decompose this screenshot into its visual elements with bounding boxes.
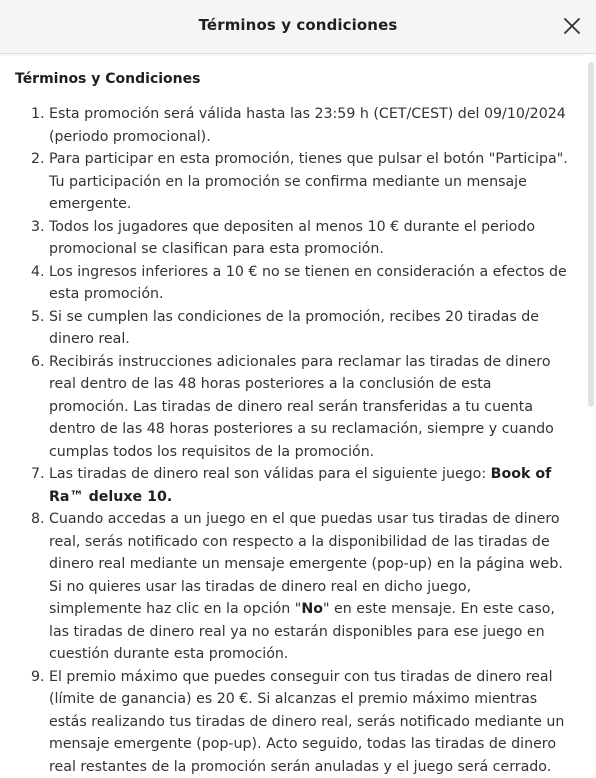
modal-title: Términos y condiciones xyxy=(0,16,596,34)
terms-content xyxy=(0,54,586,734)
list-item-text: Las tiradas de dinero real son válidas para el siguiente juego: xyxy=(49,466,491,482)
terms-list xyxy=(15,103,568,778)
no-option: No xyxy=(301,601,323,617)
list-item xyxy=(49,306,568,351)
list-item xyxy=(49,216,568,261)
list-item xyxy=(49,351,568,464)
list-item-text: " en este mensaje. En este caso, las tiradas de dinero real ya no estarán disponibles para ese juego en cuestión durante esta promoción. xyxy=(49,601,555,662)
list-item xyxy=(49,261,568,306)
list-item xyxy=(49,103,568,148)
modal-header xyxy=(0,0,596,54)
list-item-text: Los ingresos inferiores a 10 € no se tienen en consideración a efectos de esta promoción. xyxy=(49,264,567,303)
scrollbar-thumb[interactable] xyxy=(588,62,594,407)
list-item-text: Recibirás instrucciones adicionales para reclamar las tiradas de dinero real dentro de las 48 horas posteriores a la conclusión de esta promoción. Las tiradas de dinero real serán transferidas a tu cuenta dentro de las 48 horas posteriores a su reclamación, siempre y cuando cumplas todos los requisitos de la promoción. xyxy=(49,354,554,460)
list-item xyxy=(49,666,568,778)
list-item-text: El premio máximo que puedes conseguir con tus tiradas de dinero real (límite de ganancia) es 20 €. Si alcanzas el premio máximo mientras estás realizando tus tiradas de dinero real, serás notificado mediante un mensaje emergente (pop-up). Acto seguido, todas las tiradas de dinero real restantes de la promoción serán anuladas y el juego será cerrado. xyxy=(49,669,564,775)
game-name: Book of Ra™ deluxe 10. xyxy=(49,466,551,505)
list-item xyxy=(49,508,568,666)
list-item-text: Todos los jugadores que depositen al menos 10 € durante el periodo promocional se clasifican para esta promoción. xyxy=(49,219,535,258)
scrollbar-track[interactable] xyxy=(586,54,596,734)
list-item-text: Cuando accedas a un juego en el que puedas usar tus tiradas de dinero real, serás notificado con respecto a la disponibilidad de las tiradas de dinero real mediante un mensaje emergente (pop-up) en la página web. Si no quieres usar las tiradas de dinero real en dicho juego, simplemente haz clic en la opción " xyxy=(49,511,563,617)
close-button[interactable] xyxy=(560,14,584,38)
list-item xyxy=(49,148,568,216)
close-icon xyxy=(560,14,584,38)
list-item xyxy=(49,463,568,508)
list-item-text: Si se cumplen las condiciones de la promoción, recibes 20 tiradas de dinero real. xyxy=(49,309,539,348)
list-item-text: Esta promoción será válida hasta las 23:59 h (CET/CEST) del 09/10/2024 (periodo promocional). xyxy=(49,106,566,145)
section-heading: Términos y Condiciones xyxy=(15,70,568,88)
list-item-text: Para participar en esta promoción, tienes que pulsar el botón "Participa". Tu participación en la promoción se confirma mediante un mensaje emergente. xyxy=(49,151,568,212)
